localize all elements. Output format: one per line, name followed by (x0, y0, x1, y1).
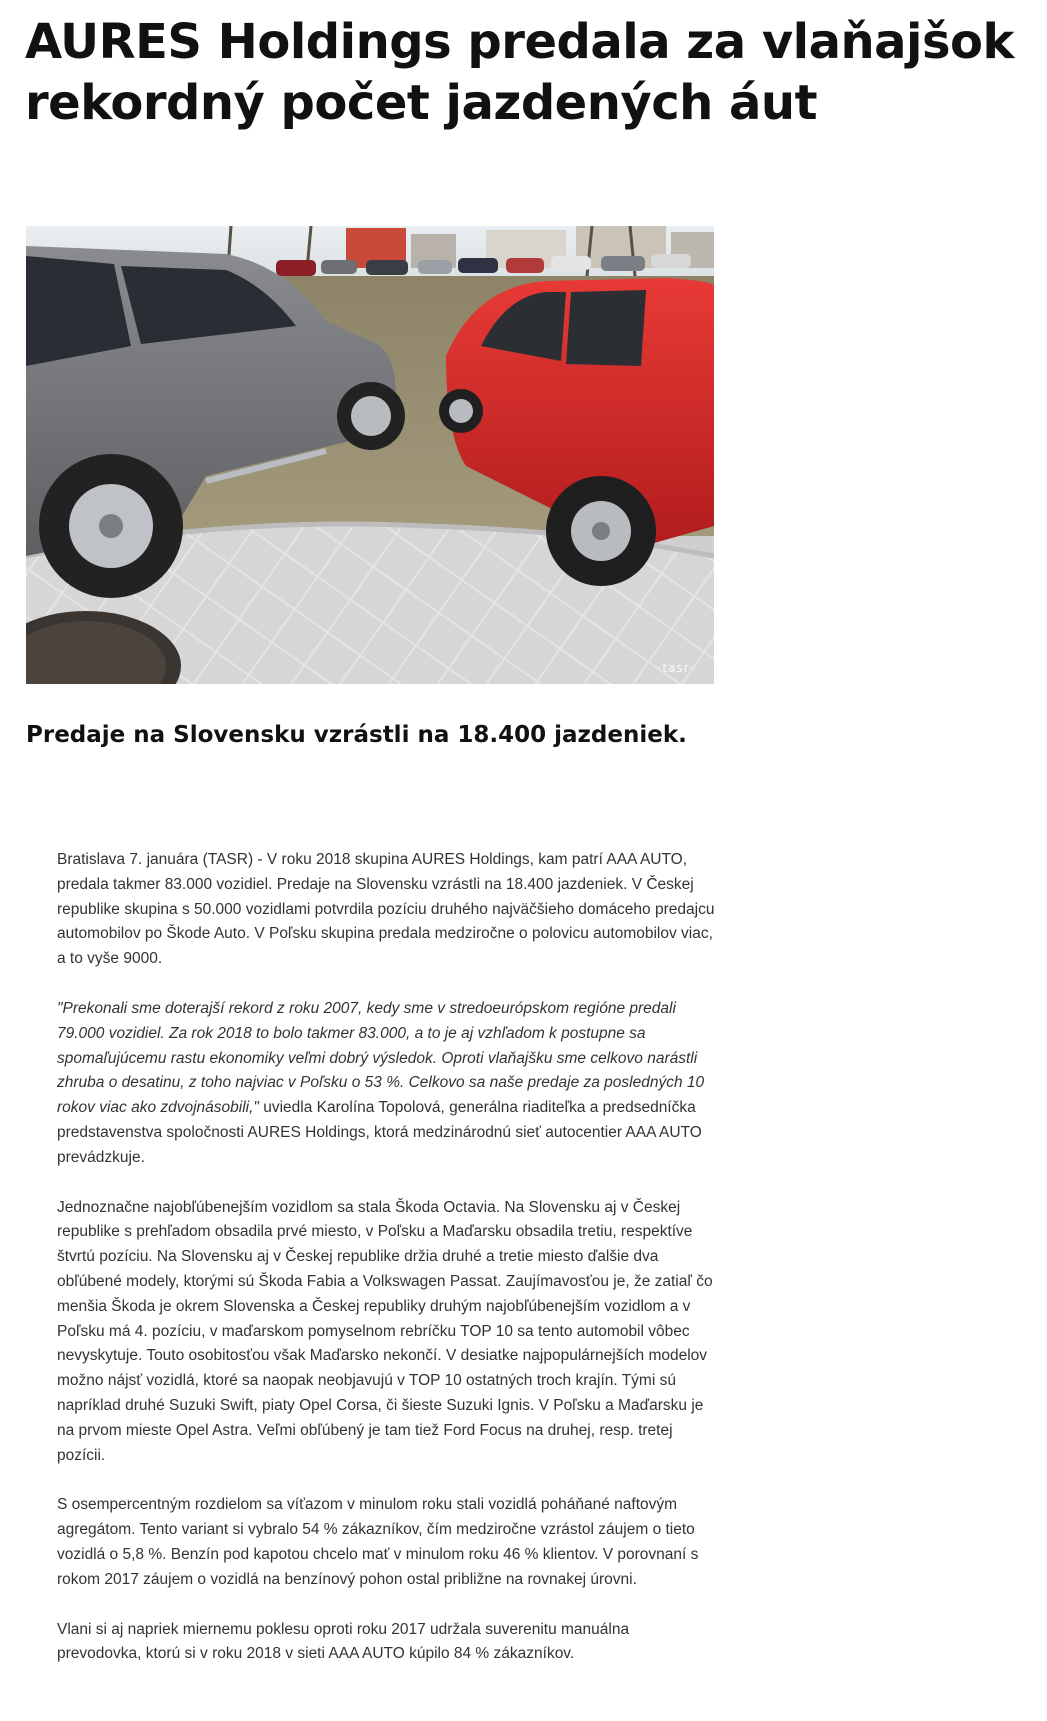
article-body (57, 848, 717, 1692)
photo-watermark: ·tasr· (657, 661, 695, 675)
quote-attribution: uviedla Karolína Topolová, generálna riaditeľka a predsedníčka predstavenstva spoločnosti AURES Holdings, ktorá medzinárodnú sieť autocentier AAA AUTO prevádzkuje. (57, 1099, 702, 1166)
quote-text: "Prekonali sme doterajší rekord z roku 2007, kedy sme v stredoeurópskom regióne predali 79.000 vozidiel. Za rok 2018 to bolo takmer 83.000, a to je aj vzhľadom k postupne sa spomaľujúcemu rastu ekonomiky veľmi dobrý výsledok. Oproti vlaňajšku sme celkovo narástli zhruba o desatinu, z toho najviac v Poľsku o 53 %. Celkovo sa naše predaje za posledných 10 rokov viac ako zdvojnásobili," (57, 999, 705, 1117)
paragraph: S osempercentným rozdielom sa víťazom v minulom roku stali vozidlá poháňané naftovým agregátom. Tento variant si vybralo 54 % zákazníkov, čím medziročne vzrástol záujem o tieto vozidlá o 5,8 %. Benzín pod kapotou chcelo mať v minulom roku 46 % klientov. V porovnaní s rokom 2017 záujem o vozidlá na benzínový pohon ostal približne na rovnakej úrovni. (57, 1496, 699, 1588)
paragraph: Bratislava 7. januára (TASR) - V roku 2018 skupina AURES Holdings, kam patrí AAA AUTO, predala takmer 83.000 vozidiel. Predaje na Slovensku vzrástli na 18.400 jazdeniek. V Českej republike skupina s 50.000 vozidlami potvrdila pozíciu druhého najväčšieho domáceho predajcu automobilov po Škode Auto. V Poľsku skupina predala medziročne o polovicu automobilov viac, a to vyše 9000. (57, 851, 715, 968)
article-photo (26, 226, 714, 684)
paragraph: Vlani si aj napriek miernemu poklesu oproti roku 2017 udržala suverenitu manuálna prevodovka, ktorú si v roku 2018 v sieti AAA AUTO kúpilo 84 % zákazníkov. (57, 1620, 630, 1663)
paragraph-quote (57, 997, 717, 1171)
article-title: AURES Holdings predala za vlaňajšok rekordný počet jazdených áut (25, 14, 1014, 131)
paragraph: Jednoznačne najobľúbenejším vozidlom sa stala Škoda Octavia. Na Slovensku aj v Českej republike s prehľadom obsadila prvé miesto, v Poľsku a Maďarsku obsadila tretiu, respektíve štvrtú pozíciu. Na Slovensku aj v Českej republike držia druhé a tretie miesto ďalšie dva obľúbené modely, ktorými sú Škoda Fabia a Volkswagen Passat. Zaujímavosťou je, že zatiaľ čo menšia Škoda je okrem Slovenska a Českej republiky druhým najobľúbenejším vozidlom a v Poľsku má 4. pozíciu, v maďarskom pomyselnom rebríčku TOP 10 sa tento automobil vôbec nevyskytuje. Touto osobitosťou však Maďarsko nekončí. V desiatke najpopulárnejších modelov možno nájsť vozidlá, ktoré sa naopak neobjavujú v TOP 10 ostatných troch krajín. Tými sú napríklad druhé Suzuki Swift, piaty Opel Corsa, či šieste Suzuki Ignis. V Poľsku a Maďarsku je na prvom mieste Opel Astra. Veľmi obľúbený je tam tiež Ford Focus na druhej, resp. tretej pozícii. (57, 1198, 713, 1464)
article-lead: Predaje na Slovensku vzrástli na 18.400 jazdeniek. (26, 722, 687, 748)
